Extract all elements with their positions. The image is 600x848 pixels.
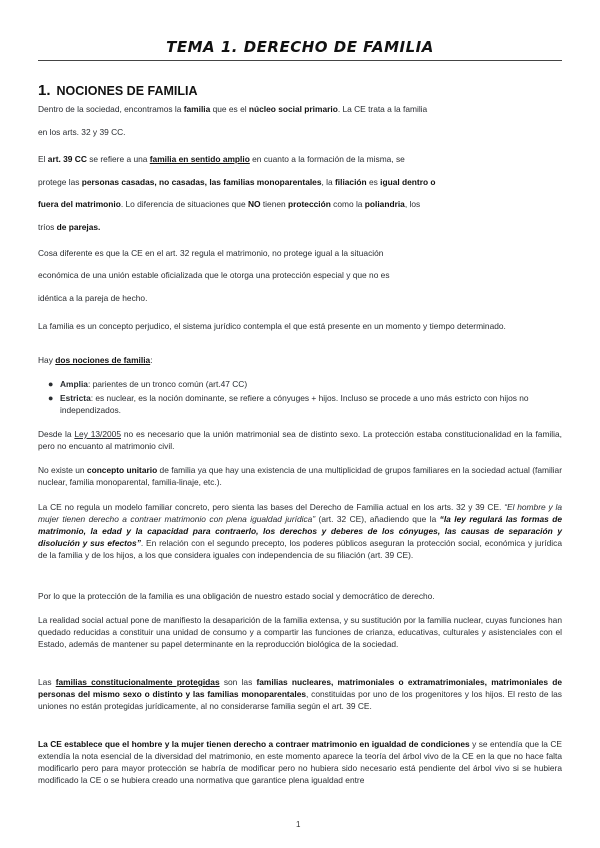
paragraph-modelo-familiar — [38, 501, 562, 561]
text-run: son las — [219, 677, 257, 687]
bold-run: igual dentro o — [380, 177, 436, 187]
text-run: El — [38, 154, 48, 164]
title-divider — [38, 60, 562, 61]
bold-run: fuera del matrimonio — [38, 199, 121, 209]
paragraph-concepto-unitario — [38, 464, 562, 488]
bullet-text: : parientes de un tronco común (art.47 CC) — [87, 379, 248, 389]
paragraph-obligacion: Por lo que la protección de la familia es una obligación de nuestro estado social y democrático de derecho. — [38, 591, 435, 601]
underlined-run: Ley 13/2005 — [74, 429, 121, 439]
section-heading — [38, 82, 198, 99]
text-run: : — [150, 355, 153, 365]
paragraph-familias-protegidas — [38, 676, 562, 712]
text-run: . Lo diferencia de situaciones que — [120, 199, 248, 209]
list-item — [48, 392, 560, 416]
paragraph-art32-line1: Cosa diferente es que la CE en el art. 32 regula el matrimonio, no protege igual a la situación — [38, 248, 384, 258]
text-run: (art. 32 CE), añadiendo que la — [315, 514, 440, 524]
text-run: Dentro de la sociedad, encontramos la — [38, 104, 184, 114]
text-run: Desde la — [38, 429, 75, 439]
underlined-run: dos nociones de familia — [55, 355, 151, 365]
text-run: No existe un — [38, 465, 87, 475]
bullet-label: Estricta — [60, 393, 91, 403]
text-run: se refiere a una — [86, 154, 150, 164]
text-run: Hay — [38, 355, 56, 365]
bold-run: NO — [247, 199, 261, 209]
section-title: NOCIONES DE FAMILIA — [56, 84, 198, 98]
bullet-label: Amplia — [60, 379, 88, 389]
bold-run: La CE establece que el hombre y la mujer tienen derecho a contraer matrimonio en igualdad de condiciones — [38, 739, 470, 749]
text-run: . En relación con el segundo precepto, los poderes públicos aseguran la protección social, económica y jurídica de la familia y de los hijos, a los que considera iguales con independencia de su filiación (art. 39 CE). — [38, 538, 562, 560]
bullet-icon: ● — [48, 393, 54, 403]
paragraph-two-notions — [38, 354, 562, 366]
paragraph-concept: La familia es un concepto perjudico, el sistema jurídico contempla el que está presente en un momento y tiempo determinado. — [38, 321, 506, 331]
paragraph-art32-line3: idéntica a la pareja de hecho. — [38, 293, 148, 303]
text-run: tienen — [260, 199, 288, 209]
bold-run: de parejas. — [56, 222, 101, 232]
bold-run: filiación — [335, 177, 367, 187]
text-run: de familia ya que hay una existencia de una multiplicidad de grupos familiares en la sociedad actual (familiar nuclear, familia monoparental, familia-linaje, etc.). — [38, 465, 562, 487]
bold-run: concepto unitario — [86, 465, 158, 475]
text-run: . La CE trata a la familia — [337, 104, 428, 114]
bold-run: poliandria — [364, 199, 405, 209]
bold-run: familia — [183, 104, 211, 114]
text-run: protege las — [38, 177, 82, 187]
bold-run: protección — [288, 199, 331, 209]
bold-run: núcleo social primario — [248, 104, 338, 114]
text-run: Las — [38, 677, 56, 687]
text-run: no es necesario que la unión matrimonial sea de distinto sexo. La protección estaba constitucionalidad en la familia, pero no encuanto al matrimonio civil. — [38, 429, 562, 451]
text-run: , constituidas por uno de los progenitores y los hijos. El resto de las uniones no están protegidas jurídicamente, al no considerarse familia según el art. 39 CE. — [38, 689, 562, 711]
text-run: como la — [330, 199, 365, 209]
underlined-run: familias constitucionalmente protegidas — [55, 677, 220, 687]
bullet-icon: ● — [48, 379, 54, 389]
paragraph-art39-line2 — [38, 176, 562, 188]
paragraph-art39-line1 — [38, 153, 562, 165]
paragraph-intro-line2: en los arts. 32 y 39 CC. — [38, 127, 126, 137]
text-run: en cuanto a la formación de la misma, se — [249, 154, 405, 164]
bold-run: art. 39 CC — [47, 154, 87, 164]
text-run: La CE no regula un modelo familiar concreto, pero sienta las bases del Derecho de Familia actual en los arts. 32 y 39 CE. — [38, 502, 505, 512]
paragraph-realidad-social: La realidad social actual pone de manifiesto la desaparición de la familia extensa, y su sustitución por la familia nuclear, cuyas funciones han quedado reducidas a constituir una unidad de consumo y a compartir las funciones de crianza, educativas, culturales y asistenciales con el Estado, además de mantener su papel determinante en la reproducción biológica de la sociedad. — [38, 615, 562, 649]
bold-italic-run: “la ley regulará las formas de matrimonio, la edad y la capacidad para contraerlo, los derechos y deberes de los cónyuges, las causas de separación y disolución y sus efectos” — [38, 514, 562, 548]
paragraph-art32-line2: económica de una unión estable oficializada que le otorga una protección especial y que no es — [38, 270, 390, 280]
bullet-text: : es nuclear, es la noción dominante, se refiere a cónyuges + hijos. Incluso se procede a uno más estricto con hijos no independizados. — [60, 393, 529, 415]
paragraph-art39-line3 — [38, 198, 562, 210]
section-number: 1. — [38, 82, 51, 99]
text-run: que es el — [210, 104, 249, 114]
paragraph-igualdad — [38, 738, 562, 786]
page-title: TEMA 1. DERECHO DE FAMILIA — [166, 38, 434, 56]
bold-run: personas casadas, no casadas, las familias monoparentales — [81, 177, 322, 187]
text-run: y se entendía que la CE extendía la nota esencial de la diversidad del matrimonio, en este momento aparece la teoría del árbol vivo de la CE en la que no hace falta modificarlo pero para mayor protección se habría de modificar pero no hubiera sido necesario está pendiente del árbol vivo si se hubiera modificado la CE o se hubiera creado una normativa que garantice plena igualdad entre — [38, 739, 562, 785]
italic-run: “El hombre y la mujer tienen derecho a contraer matrimonio con plena igualdad jurídica” — [38, 502, 562, 524]
page-number: 1 — [296, 820, 301, 829]
bold-run: familias nucleares, matrimoniales o extramatrimoniales, matrimoniales de personas del mismo sexo o distinto y las familias monoparentales — [38, 677, 562, 699]
text-run: es — [366, 177, 381, 187]
text-run: tríos — [38, 222, 57, 232]
paragraph-intro-line1 — [38, 103, 562, 115]
underlined-run: familia en sentido amplio — [149, 154, 250, 164]
text-run: , la — [321, 177, 335, 187]
paragraph-ley-2005 — [38, 428, 562, 452]
paragraph-art39-line4 — [38, 221, 562, 233]
list-item — [48, 378, 560, 390]
text-run: , los — [404, 199, 421, 209]
